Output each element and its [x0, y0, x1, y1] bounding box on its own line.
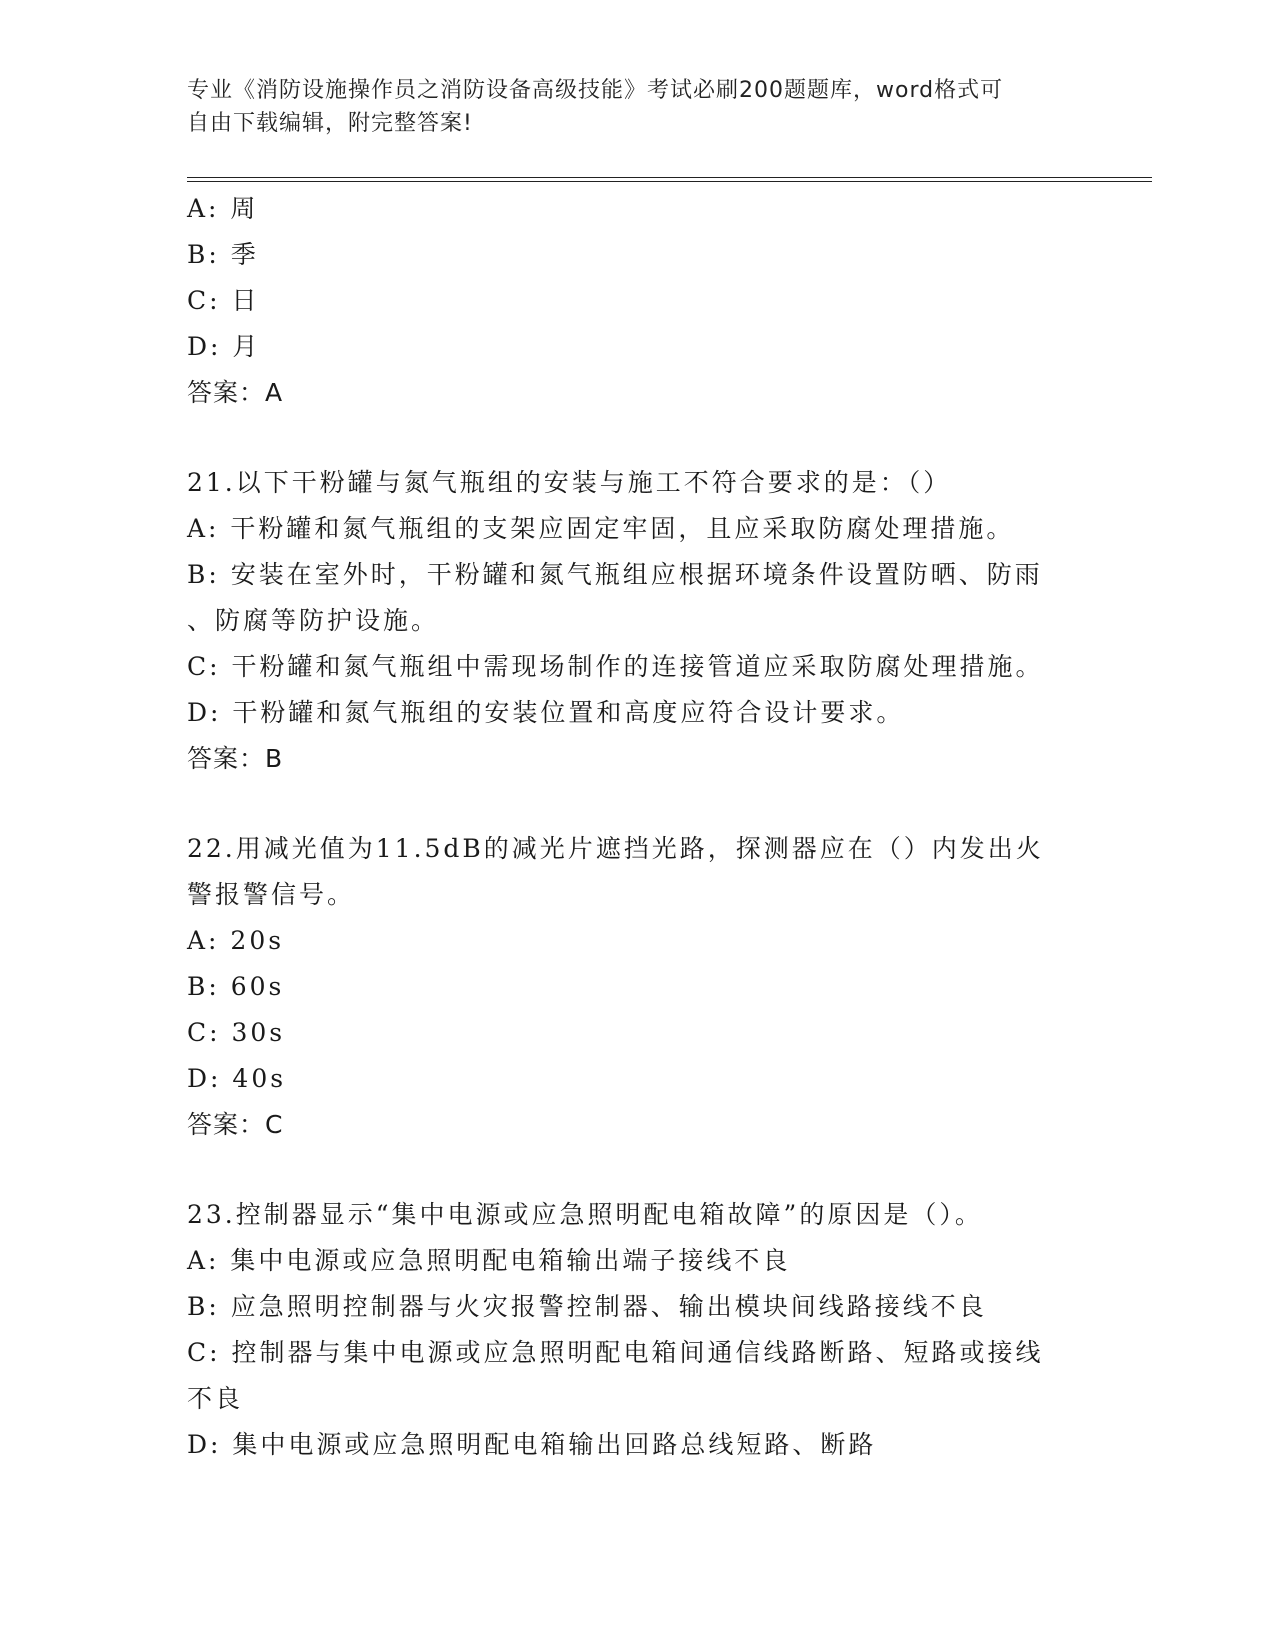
option-c: C: 30s [187, 1018, 286, 1047]
answer: 答案：B [187, 744, 284, 773]
question-21-block [187, 460, 1087, 782]
question-text: 21.以下干粉罐与氮气瓶组的安装与施工不符合要求的是：（） [187, 468, 952, 497]
header-divider [187, 177, 1152, 182]
option-d: D: 40s [187, 1064, 287, 1093]
option-b: B: 60s [187, 972, 285, 1001]
option-d: D: 月 [187, 332, 261, 361]
option-a: A: 干粉罐和氮气瓶组的支架应固定牢固，且应采取防腐处理措施。 [187, 514, 1015, 543]
option-c-line-2: 不良 [187, 1384, 244, 1413]
question-text: 23.控制器显示“集中电源或应急照明配电箱故障”的原因是（）。 [187, 1200, 983, 1229]
answer: 答案：C [187, 1110, 284, 1139]
question-text-line-2: 警报警信号。 [187, 880, 356, 909]
option-b-line-2: 、防腐等防护设施。 [187, 606, 440, 635]
option-d: D: 干粉罐和氮气瓶组的安装位置和高度应符合设计要求。 [187, 698, 905, 727]
option-a: A: 20s [187, 926, 285, 955]
option-b-line-1: B: 安装在室外时，干粉罐和氮气瓶组应根据环境条件设置防晒、防雨 [187, 560, 1043, 589]
option-b: B: 应急照明控制器与火灾报警控制器、输出模块间线路接线不良 [187, 1292, 987, 1321]
question-23-block [187, 1192, 1087, 1468]
document-body [187, 186, 1087, 1468]
option-c: C: 日 [187, 286, 260, 315]
option-d: D: 集中电源或应急照明配电箱输出回路总线短路、断路 [187, 1430, 877, 1459]
document-header [187, 74, 1067, 140]
option-c: C: 干粉罐和氮气瓶组中需现场制作的连接管道应采取防腐处理措施。 [187, 652, 1044, 681]
option-b: B: 季 [187, 240, 259, 269]
header-line-2: 自由下载编辑，附完整答案! [187, 111, 473, 136]
question-text-line-1: 22.用减光值为11.5dB的减光片遮挡光路，探测器应在（）内发出火 [187, 834, 1044, 863]
header-line-1: 专业《消防设施操作员之消防设备高级技能》考试必刷200题题库，word格式可 [187, 78, 1004, 103]
question-20-block [187, 186, 1087, 416]
question-22-block [187, 826, 1087, 1148]
option-a: A: 集中电源或应急照明配电箱输出端子接线不良 [187, 1246, 791, 1275]
answer: 答案：A [187, 378, 284, 407]
option-a: A: 周 [187, 194, 259, 223]
option-c-line-1: C: 控制器与集中电源或应急照明配电箱间通信线路断路、短路或接线 [187, 1338, 1044, 1367]
